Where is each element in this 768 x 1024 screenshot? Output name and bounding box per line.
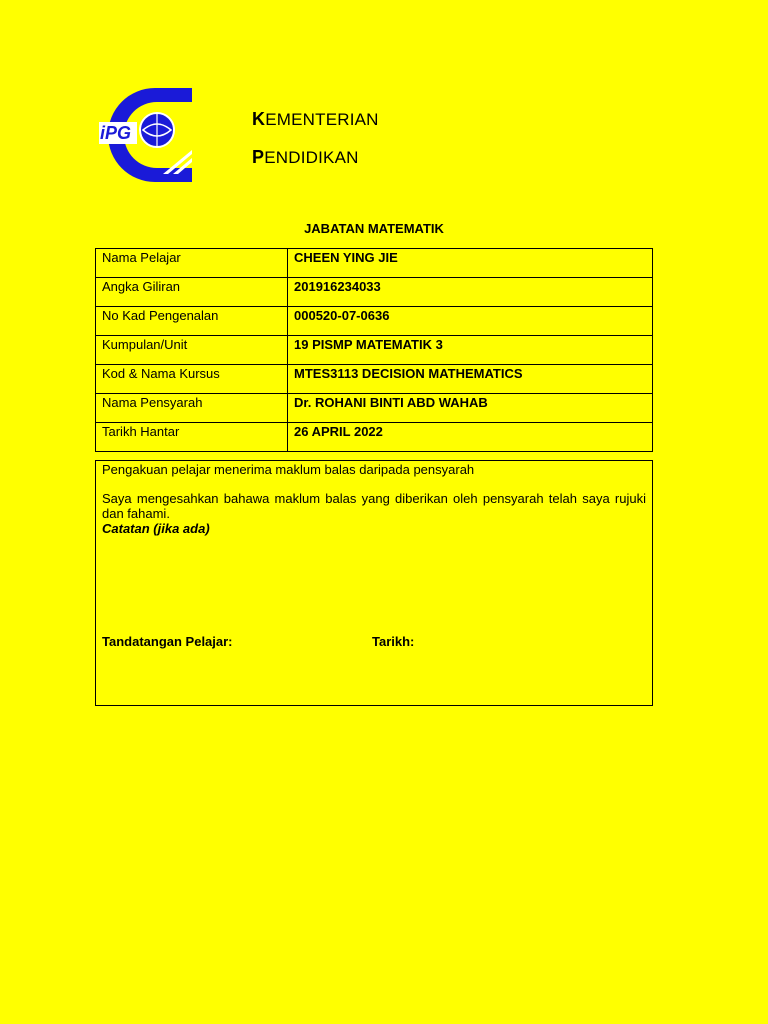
- row-label: Nama Pensyarah: [96, 394, 288, 423]
- acknowledgement-box: [95, 460, 653, 706]
- row-label: Kumpulan/Unit: [96, 336, 288, 365]
- table-row: [96, 423, 653, 452]
- logo-text: iPG: [100, 123, 132, 143]
- row-value: 26 APRIL 2022: [288, 423, 653, 452]
- table-row: [96, 336, 653, 365]
- row-label: Angka Giliran: [96, 278, 288, 307]
- student-info-table: [95, 248, 653, 452]
- ipg-logo: [95, 88, 195, 182]
- table-row: [96, 394, 653, 423]
- row-value: CHEEN YING JIE: [288, 249, 653, 278]
- ministry-line-2: [252, 147, 359, 168]
- acknowledgement-heading: Pengakuan pelajar menerima maklum balas daripada pensyarah: [102, 462, 475, 477]
- ministry-line-1-initial: K: [252, 109, 266, 129]
- row-value: 201916234033: [288, 278, 653, 307]
- row-label: Nama Pelajar: [96, 249, 288, 278]
- table-row: [96, 278, 653, 307]
- row-value: Dr. ROHANI BINTI ABD WAHAB: [288, 394, 653, 423]
- table-row: [96, 249, 653, 278]
- ministry-line-2-initial: P: [252, 147, 265, 167]
- row-label: No Kad Pengenalan: [96, 307, 288, 336]
- row-label: Kod & Nama Kursus: [96, 365, 288, 394]
- date-label: Tarikh:: [372, 634, 415, 649]
- row-value: 000520-07-0636: [288, 307, 653, 336]
- note-label: Catatan (jika ada): [102, 521, 210, 536]
- ministry-line-1: [252, 109, 379, 130]
- table-row: [96, 307, 653, 336]
- confirmation-text: Saya mengesahkan bahawa maklum balas yang diberikan oleh pensyarah telah saya rujuki dan fahami.: [102, 491, 646, 521]
- ministry-line-1-rest: EMENTERIAN: [265, 110, 379, 129]
- row-label: Tarikh Hantar: [96, 423, 288, 452]
- row-value: 19 PISMP MATEMATIK 3: [288, 336, 653, 365]
- row-value: MTES3113 DECISION MATHEMATICS: [288, 365, 653, 394]
- table-row: [96, 365, 653, 394]
- ministry-line-2-rest: ENDIDIKAN: [264, 148, 359, 167]
- signature-label: Tandatangan Pelajar:: [102, 634, 233, 649]
- department-title: JABATAN MATEMATIK: [304, 221, 444, 236]
